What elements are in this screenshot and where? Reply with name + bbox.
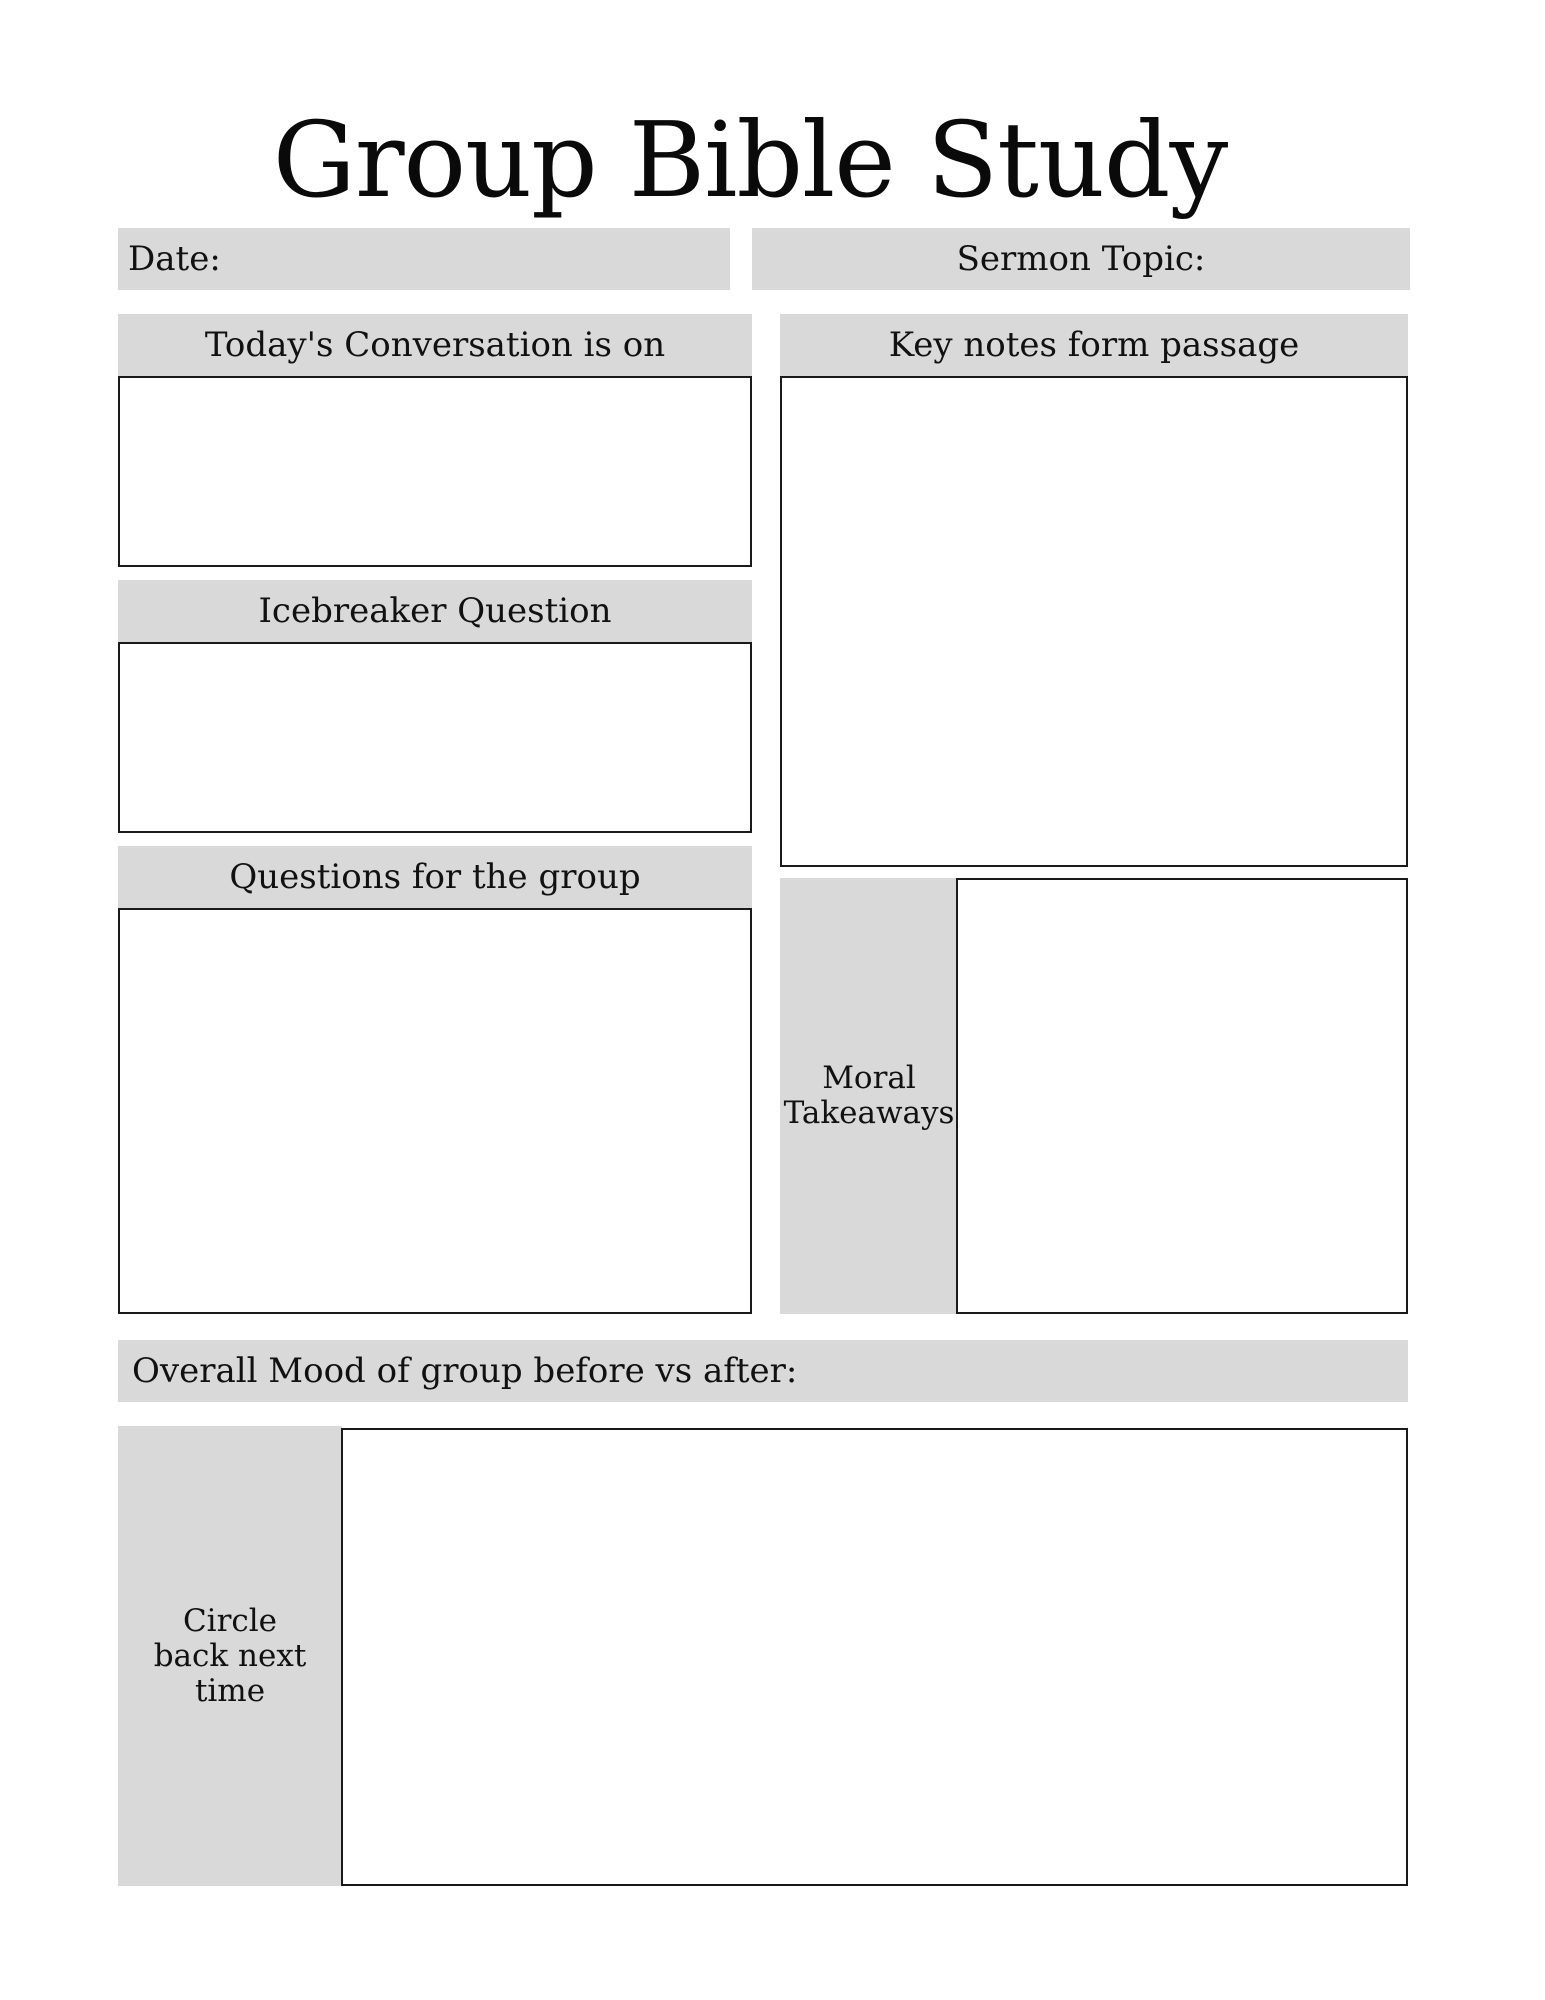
moral-takeaways-label-panel	[780, 878, 958, 1314]
moral-takeaways-label-line-1: Moral	[822, 1060, 916, 1096]
circle-back-box[interactable]	[341, 1428, 1408, 1886]
key-notes-header	[780, 314, 1408, 376]
todays-conversation-label: Today's Conversation is on	[204, 325, 666, 365]
icebreaker-header	[118, 580, 752, 642]
circle-back-label-line-1: Circle	[182, 1602, 278, 1639]
circle-back-label-panel	[118, 1426, 342, 1886]
page-title: Group Bible Study	[272, 99, 1228, 221]
sermon-topic-label: Sermon Topic:	[956, 239, 1206, 279]
moral-takeaways-label-line-2: Takeaways	[783, 1095, 955, 1131]
icebreaker-label: Icebreaker Question	[258, 591, 612, 631]
overall-mood-label: Overall Mood of group before vs after:	[132, 1351, 798, 1391]
key-notes-box[interactable]	[780, 376, 1408, 867]
icebreaker-box[interactable]	[118, 642, 752, 833]
moral-takeaways-box[interactable]	[956, 878, 1408, 1314]
date-field[interactable]	[118, 228, 730, 290]
todays-conversation-box[interactable]	[118, 376, 752, 567]
date-label: Date:	[128, 239, 221, 279]
sermon-topic-field[interactable]	[752, 228, 1410, 290]
circle-back-label-line-2: back next time	[153, 1637, 307, 1709]
questions-header	[118, 846, 752, 908]
key-notes-label: Key notes form passage	[888, 325, 1300, 365]
overall-mood-field[interactable]	[118, 1340, 1408, 1402]
todays-conversation-header	[118, 314, 752, 376]
questions-label: Questions for the group	[229, 857, 641, 897]
questions-box[interactable]	[118, 908, 752, 1314]
